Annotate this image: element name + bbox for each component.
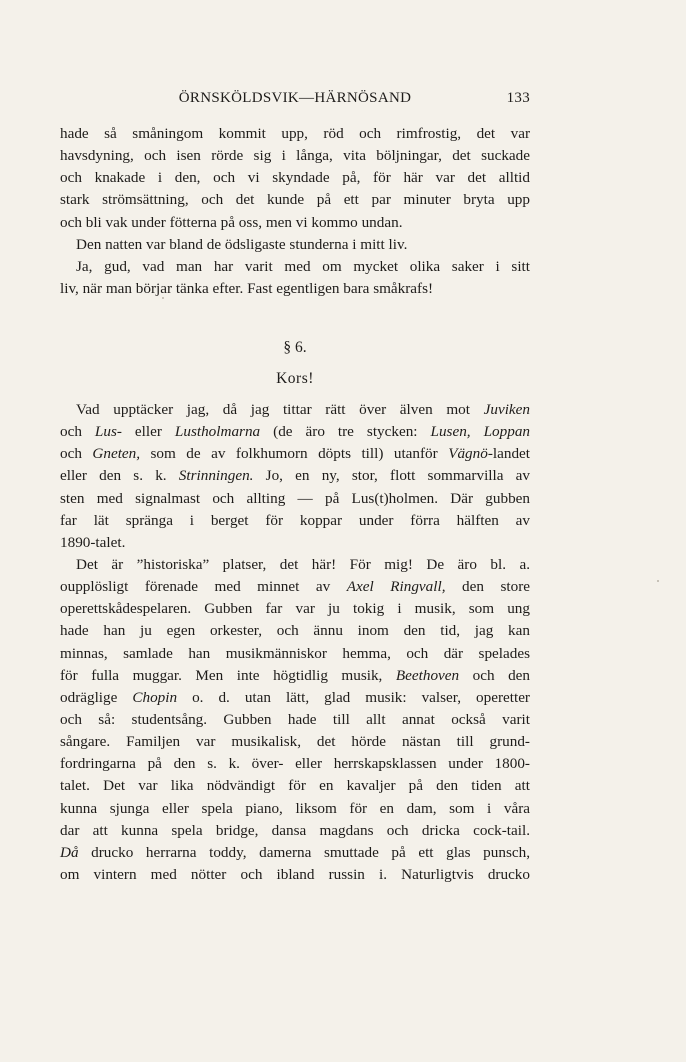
text-run: för fulla muggar. Men inte högtidlig musik, xyxy=(60,666,396,684)
text-line xyxy=(60,399,530,421)
text-line xyxy=(60,576,530,598)
paragraph-block-top xyxy=(60,123,530,300)
italic-name: Chopin xyxy=(132,688,178,706)
text-run: den store xyxy=(445,578,531,596)
text-line: 1890-talet. xyxy=(60,533,126,551)
paper-speck xyxy=(162,297,164,299)
text-run: och xyxy=(60,445,93,463)
text-run: (de äro tre stycken: xyxy=(260,423,431,441)
running-title: ÖRNSKÖLDSVIK—HÄRNÖSAND xyxy=(178,90,412,106)
text-run: odräglige xyxy=(60,688,133,706)
text-line: talet. Det var lika nödvändigt för en kavaljer på den tiden att xyxy=(60,777,530,795)
text-line: far lät spränga i berget för koppar under förra hälften av xyxy=(60,511,530,529)
italic-name: Gneten, xyxy=(92,445,141,463)
text-run: eller xyxy=(121,423,175,441)
text-line: om vintern med nötter och ibland russin i. Naturligtvis drucko xyxy=(60,865,530,883)
text-line: minnas, samlade han musikmänniskor hemma, och där spelades xyxy=(60,644,530,662)
text-line xyxy=(60,842,530,864)
text-line: och så: studentsång. Gubben hade till allt annat också varit xyxy=(60,710,530,728)
italic-name: Lusen, Loppan xyxy=(430,423,531,441)
italic-name: Strinningen. xyxy=(178,467,254,485)
italic-name: Beethoven xyxy=(395,666,460,684)
text-run: Vad upptäcker jag, då jag tittar rätt över älven mot xyxy=(76,401,484,418)
text-line xyxy=(60,687,530,709)
page-number: 133 xyxy=(506,90,530,106)
section-title: Kors! xyxy=(276,370,314,387)
text-line: stark strömsättning, och det kunde på ett par minuter bryta upp xyxy=(60,191,530,209)
text-line: sten med signalmast och allting — på Lus(t)holmen. Där gubben xyxy=(60,489,530,507)
text-line xyxy=(60,421,530,443)
text-line: Ja, gud, vad man har varit med om mycket olika saker i sitt xyxy=(76,257,530,275)
running-head xyxy=(60,90,530,112)
text-run: drucko herrarna toddy, damerna smuttade på ett glas punsch, xyxy=(78,843,530,861)
italic-name: Vägnö xyxy=(448,445,488,463)
section-number: § 6. xyxy=(283,339,307,356)
text-line: fordringarna på den s. k. över- eller herrskapsklassen under 1800- xyxy=(60,755,530,773)
text-run: och den xyxy=(459,666,531,684)
text-line: hade han ju egen orkester, och ännu inom den tid, jag kan xyxy=(60,622,530,640)
text-line: hade så småningom kommit upp, röd och rimfrostig, det var xyxy=(60,125,530,142)
text-run: oupplösligt förenade med minnet av xyxy=(60,578,347,596)
italic-name: Lustholmarna xyxy=(174,423,261,441)
paper-speck xyxy=(657,580,659,582)
text-line xyxy=(60,665,530,687)
text-line: operettskådespelaren. Gubben far var ju tokig i musik, som ung xyxy=(60,600,530,618)
text-run: eller den s. k. xyxy=(60,467,179,485)
italic-name: Lus- xyxy=(94,423,122,441)
text-line: Den natten var bland de ödsligaste stunderna i mitt liv. xyxy=(76,235,408,253)
italic-name: Juviken xyxy=(483,401,530,418)
text-line: och knakade i den, och vi skyndade på, för här var det alltid xyxy=(60,169,530,187)
text-line: Det är ”historiska” platser, det här! För mig! De äro bl. a. xyxy=(76,555,530,573)
text-run: och xyxy=(60,423,95,441)
italic-name: Axel Ringvall, xyxy=(346,578,446,596)
text-line xyxy=(60,465,530,487)
text-run: som de av folkhumorn döpts till) utanför xyxy=(140,445,449,463)
italic-word: Då xyxy=(60,843,79,861)
text-line: sångare. Familjen var musikalisk, det hörde nästan till grund- xyxy=(60,733,530,751)
text-run: o. d. utan lätt, glad musik: valser, operetter xyxy=(177,688,530,706)
text-line: dar att kunna spela bridge, dansa magdans och dricka cock-tail. xyxy=(60,821,530,839)
text-line: havsdyning, och isen rörde sig i långa, vita böljningar, det suckade xyxy=(60,147,530,165)
paragraph-block-main xyxy=(60,399,530,886)
text-line: och bli vak under fötterna på oss, men vi kommo undan. xyxy=(60,213,403,231)
text-run: -landet xyxy=(487,445,531,463)
text-line xyxy=(60,443,530,465)
text-line: liv, när man börjar tänka efter. Fast egentligen bara småkrafs! xyxy=(60,279,434,297)
text-run: Jo, en ny, stor, flott sommarvilla av xyxy=(253,467,531,485)
text-line: kunna sjunga eller spela piano, liksom för en dam, som i våra xyxy=(60,799,530,817)
